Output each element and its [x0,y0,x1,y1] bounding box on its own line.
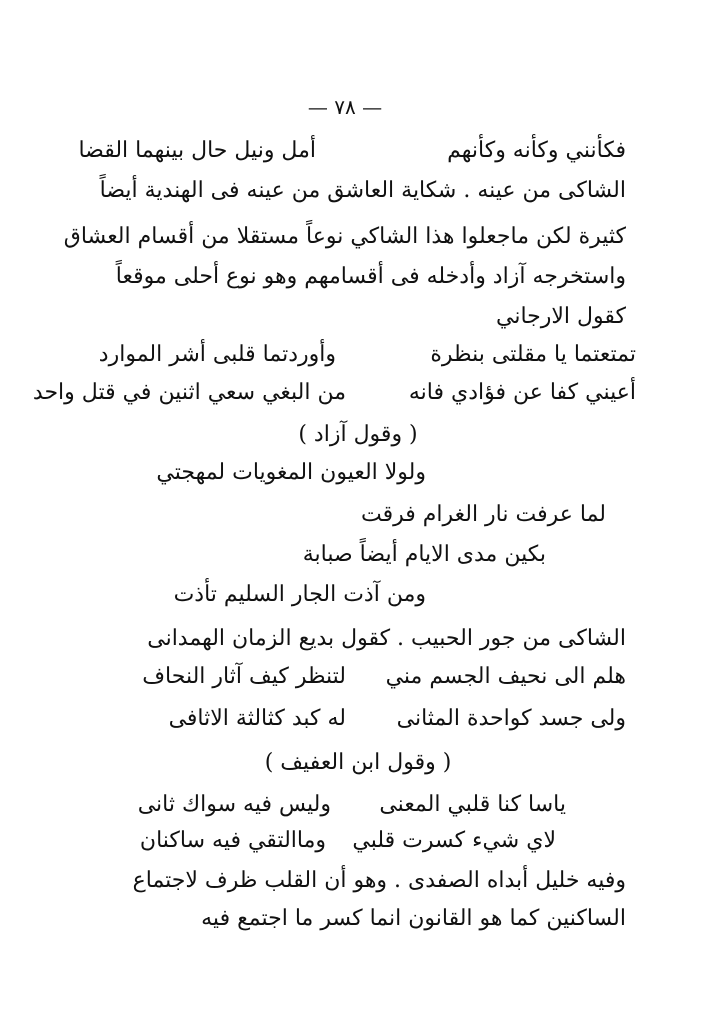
verse-first-hemistich: ولى جسد كواحدة المثانى [396,706,626,731]
poem-line: بكين مدى الايام أيضاً صبابة [302,542,546,567]
verse-first-hemistich: لاي شيء كسرت قلبي [352,828,556,853]
poem-line: لما عرفت نار الغرام فرقت [360,502,606,527]
prose-line: الساكنين كما هو القانون انما كسر ما اجتمع فيه [201,906,626,931]
prose-line: وفيه خليل أبداه الصفدى . وهو أن القلب ظرف لاجتماع [132,868,626,893]
poem-line: ولولا العيون المغويات لمهجتي [156,460,426,485]
verse-second-hemistich: وأوردتما قلبى أشر الموارد [98,342,336,367]
prose-line: واستخرجه آزاد وأدخله فى أقسامهم وهو نوع أحلى موقعاً [115,264,626,289]
poem-attribution: ( وقول آزاد ) [298,422,418,447]
verse-second-hemistich: وليس فيه سواك ثانى [137,792,331,817]
verse-second-hemistich: من البغي سعي اثنين في قتل واحد [32,380,346,405]
verse-first-hemistich: تمتعتما يا مقلتى بنظرة [430,342,636,367]
verse-second-hemistich: وماالتقي فيه ساكنان [139,828,326,853]
poem-attribution: ( وقول ابن العفيف ) [264,750,452,775]
verse-first-hemistich: هلم الى نحيف الجسم مني [385,664,626,689]
page-number: — ٧٨ — [307,95,383,119]
prose-line: كقول الارجاني [496,304,626,329]
verse-second-hemistich: لتنظر كيف آثار النحاف [142,664,346,689]
poem-line: ومن آذت الجار السليم تأذت [173,582,426,607]
verse-second-hemistich: أمل ونيل حال بينهما القضا [78,138,316,163]
verse-second-hemistich: له كبد كثالثة الاثافى [168,706,346,731]
prose-line: الشاكى من عينه . شكاية العاشق من عينه فى الهندية أيضاً [99,178,626,203]
verse-first-hemistich: فكأنني وكأنه وكأنهم [447,138,626,163]
verse-first-hemistich: ياسا كنا قلبي المعنى [379,792,566,817]
verse-first-hemistich: أعيني كفا عن فؤادي فانه [408,380,636,405]
prose-line: كثيرة لكن ماجعلوا هذا الشاكي نوعاً مستقلا من أقسام العشاق [63,224,626,249]
prose-line: الشاكى من جور الحبيب . كقول بديع الزمان الهمدانى [147,626,626,651]
